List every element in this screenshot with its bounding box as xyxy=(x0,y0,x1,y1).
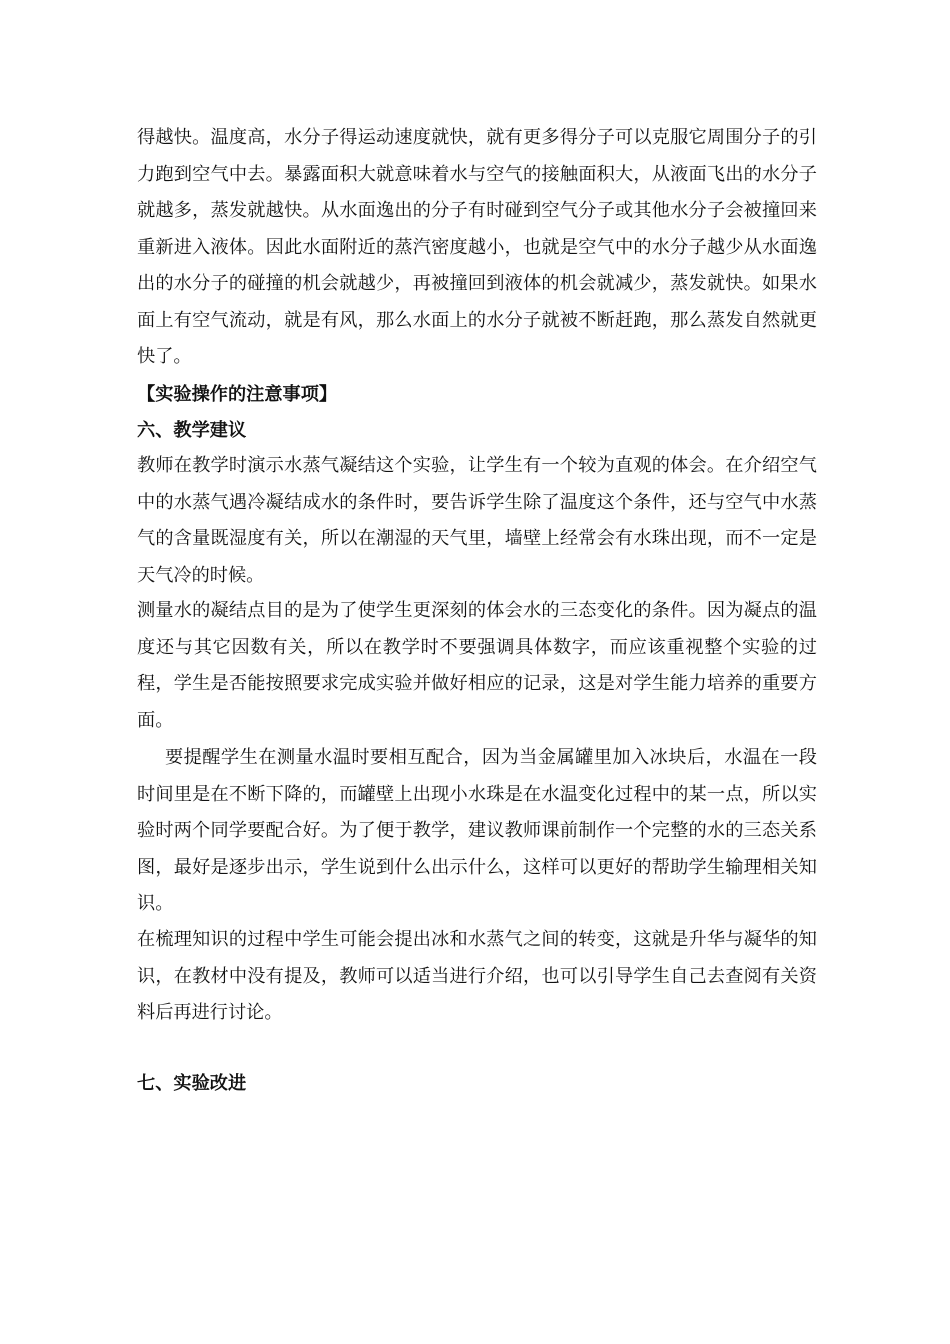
paragraph-teaching-1: 教师在教学时演示水蒸气凝结这个实验，让学生有一个较为直观的体会。在介绍空气中的水蒸气遇冷凝结成水的条件时，要告诉学生除了温度这个条件，还与空气中水蒸气的含量既湿度有关，所以在潮湿的天气里，墙壁上经常会有水珠出现，而不一定是天气冷的时候。 xyxy=(137,455,817,586)
heading-section-6: 六、教学建议 xyxy=(137,420,247,441)
heading-precautions: 【实验操作的注意事项】 xyxy=(137,384,338,405)
paragraph-teaching-2: 测量水的凝结点目的是为了使学生更深刻的体会水的三态变化的条件。因为凝点的温度还与其它因数有关，所以在教学时不要强调具体数字，而应该重视整个实验的过程，学生是否能按照要求完成实验并做好相应的记录，这是对学生能力培养的重要方面。 xyxy=(137,600,817,731)
paragraph-evaporation: 得越快。温度高，水分子得运动速度就快，就有更多得分子可以克服它周围分子的引力跑到空气中去。暴露面积大就意味着水与空气的接触面积大，从液面飞出的水分子就越多，蒸发就越快。从水面逸出的分子有时碰到空气分子或其他水分子会被撞回来重新进入液体。因此水面附近的蒸汽密度越小，也就是空气中的水分子越少从水面逸出的水分子的碰撞的机会就越少，再被撞回到液体的机会就减少，蒸发就快。如果水面上有空气流动，就是有风，那么水面上的水分子就被不断赶跑，那么蒸发自然就更快了。 xyxy=(137,127,817,367)
heading-section-7: 七、实验改进 xyxy=(137,1073,247,1094)
paragraph-teaching-4: 在梳理知识的过程中学生可能会提出冰和水蒸气之间的转变，这就是升华与凝华的知识，在教材中没有提及，教师可以适当进行介绍，也可以引导学生自己去查阅有关资料后再进行讨论。 xyxy=(137,929,817,1023)
paragraph-teaching-3: 要提醒学生在测量水温时要相互配合，因为当金属罐里加入冰块后，水温在一段时间里是在不断下降的，而罐壁上出现小水珠是在水温变化过程中的某一点，所以实验时两个同学要配合好。为了便于教学，建议教师课前制作一个完整的水的三态关系图，最好是逐步出示，学生说到什么出示什么，这样可以更好的帮助学生输理相关知识。 xyxy=(137,747,817,914)
